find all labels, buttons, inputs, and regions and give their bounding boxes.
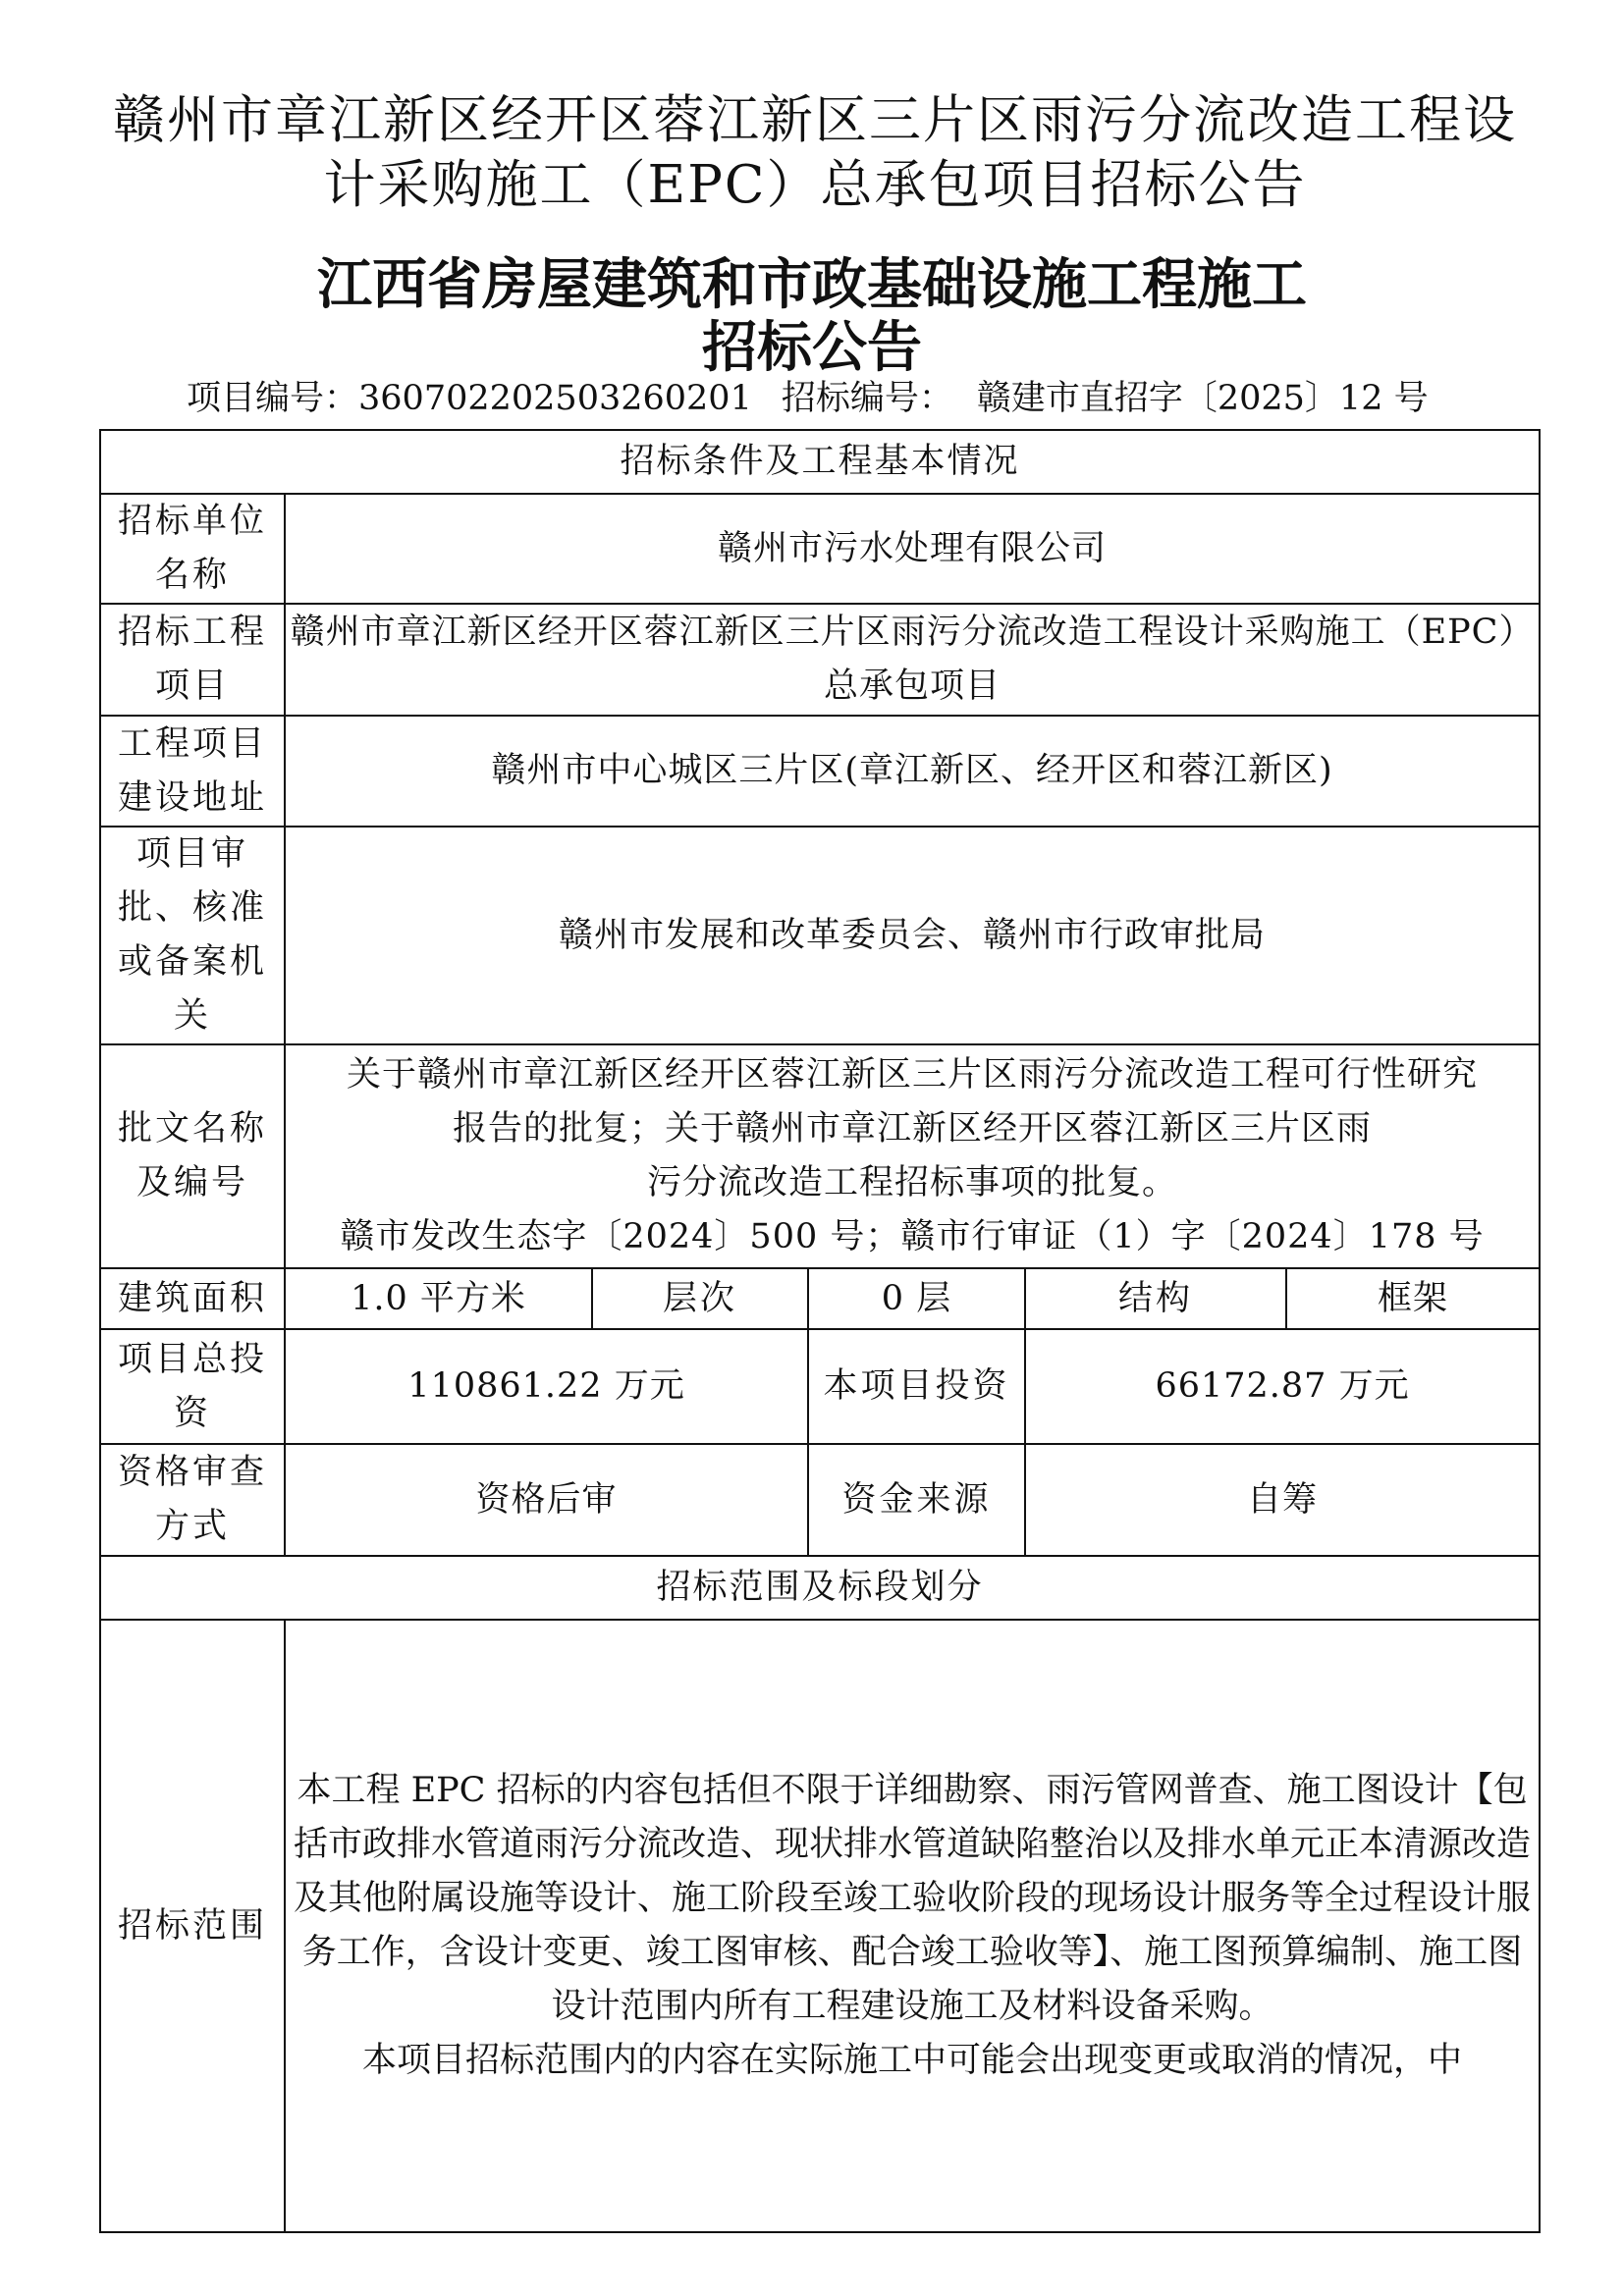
fund-source-label: 资金来源 — [808, 1444, 1025, 1556]
approval-label: 批文名称及编号 — [100, 1044, 285, 1268]
this-investment-label: 本项目投资 — [808, 1329, 1025, 1444]
approval-line: 报告的批复；关于赣州市章江新区经开区蓉江新区三片区雨 — [453, 1109, 1373, 1148]
tenderer-label: 招标单位名称 — [100, 494, 285, 604]
fund-source-value: 自筹 — [1025, 1444, 1540, 1556]
qualification-value: 资格后审 — [285, 1444, 808, 1556]
document-title: 赣州市章江新区经开区蓉江新区三片区雨污分流改造工程设计采购施工（EPC）总承包项目招标公告 — [113, 90, 1517, 215]
location-value: 赣州市中心城区三片区(章江新区、经开区和蓉江新区) — [285, 716, 1540, 827]
notice-heading-line2: 招标公告 — [702, 315, 922, 380]
identifier-line — [187, 377, 1429, 420]
location-label: 工程项目建设地址 — [100, 716, 285, 827]
area-label: 建筑面积 — [100, 1268, 285, 1329]
tender-info-table — [99, 429, 1541, 2233]
approval-line: 赣市发改生态字〔2024〕500 号；赣市行审证（1）字〔2024〕178 号 — [340, 1217, 1485, 1256]
structure-value: 框架 — [1286, 1268, 1540, 1329]
approval-line: 关于赣州市章江新区经开区蓉江新区三片区雨污分流改造工程可行性研究 — [347, 1055, 1479, 1095]
qualification-label: 资格审查方式 — [100, 1444, 285, 1556]
floors-label: 层次 — [592, 1268, 808, 1329]
this-investment-value: 66172.87 万元 — [1025, 1329, 1540, 1444]
area-value: 1.0 平方米 — [285, 1268, 592, 1329]
project-value: 赣州市章江新区经开区蓉江新区三片区雨污分流改造工程设计采购施工（EPC）总承包项目 — [285, 604, 1540, 716]
investment-value: 110861.22 万元 — [285, 1329, 808, 1444]
authority-label: 项目审批、核准或备案机关 — [100, 827, 285, 1044]
scope-value — [285, 1620, 1540, 2232]
scope-paragraph: 本工程 EPC 招标的内容包括但不限于详细勘察、雨污管网普查、施工图设计【包括市政排水管道雨污分流改造、现状排水管道缺陷整治以及排水单元正本清源改造及其他附属设施等设计、施工阶段至竣工验收阶段的现场设计服务等全过程设计服务工作，含设计变更、竣工图审核、配合竣工验收等】、施工图预算编制、施工图设计范围内所有工程建设施工及材料设备采购。 — [294, 1771, 1532, 2026]
scope-paragraph: 本项目招标范围内的内容在实际施工中可能会出现变更或取消的情况，中 — [362, 2041, 1463, 2080]
tenderer-value: 赣州市污水处理有限公司 — [285, 494, 1540, 604]
section-header-scope: 招标范围及标段划分 — [100, 1556, 1540, 1620]
approval-value — [285, 1044, 1540, 1268]
project-no: 360702202503260201 — [358, 379, 752, 418]
floors-value: 0 层 — [808, 1268, 1025, 1329]
notice-heading-line1: 江西省房屋建筑和市政基础设施工程施工 — [317, 252, 1307, 317]
project-label: 招标工程项目 — [100, 604, 285, 716]
structure-label: 结构 — [1025, 1268, 1286, 1329]
investment-label: 项目总投资 — [100, 1329, 285, 1444]
scope-label: 招标范围 — [100, 1620, 285, 2232]
authority-value: 赣州市发展和改革委员会、赣州市行政审批局 — [285, 827, 1540, 1044]
approval-line: 污分流改造工程招标事项的批复。 — [647, 1163, 1178, 1202]
section-header-conditions: 招标条件及工程基本情况 — [100, 430, 1540, 494]
project-no-label: 项目编号： — [187, 379, 359, 418]
tender-no: 赣建市直招字〔2025〕12 号 — [976, 379, 1429, 418]
tender-no-label: 招标编号： — [781, 379, 953, 418]
notice-heading — [196, 253, 1428, 379]
